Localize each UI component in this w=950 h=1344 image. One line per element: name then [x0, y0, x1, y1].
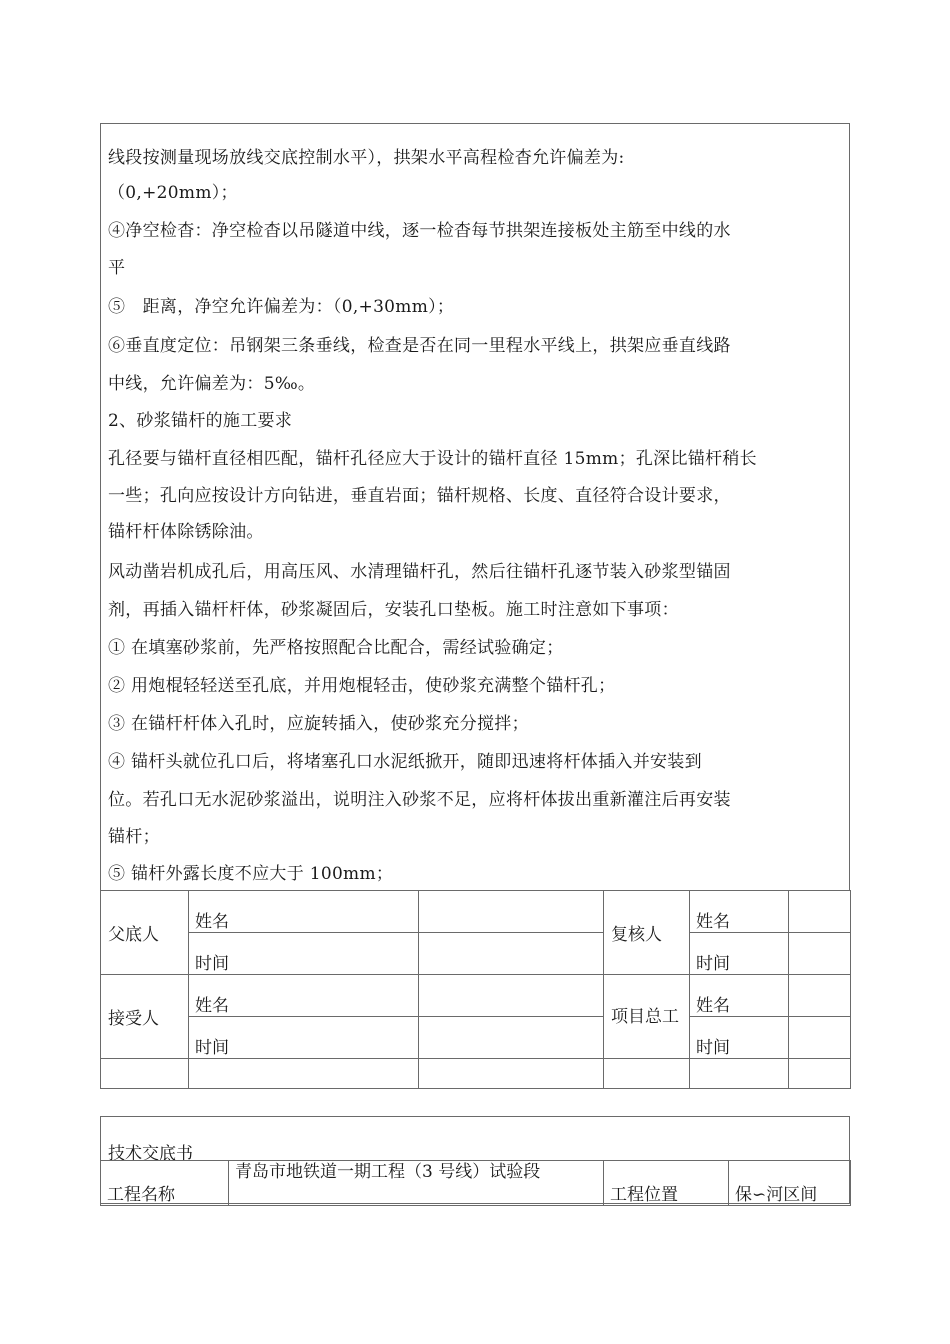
- content-line: 中线，允许偏差为：5‰。: [108, 374, 316, 394]
- empty-cell: [189, 1059, 419, 1089]
- content-line: 剂，再插入锚杆杆体，砂浆凝固后，安装孔口垫板。施工时注意如下事项：: [108, 600, 679, 620]
- receiver-time-field[interactable]: [419, 1017, 604, 1059]
- time-label: 时间: [690, 933, 789, 975]
- discloser-time-field[interactable]: [419, 933, 604, 975]
- content-line: ④ 锚杆头就位孔口后，将堵塞孔口水泥纸掀开，随即迅速将杆体插入并安装到: [108, 752, 702, 772]
- discloser-label: 父底人: [101, 891, 189, 975]
- form-title: 技术交底书: [108, 1144, 193, 1164]
- name-label: 姓名: [189, 975, 419, 1017]
- content-line: 位。若孔口无水泥砂浆溢出，说明注入砂浆不足，应将杆体拔出重新灌注后再安装: [108, 790, 731, 810]
- empty-cell: [690, 1059, 789, 1089]
- content-line: 孔径要与锚杆直径相匹配，锚杆孔径应大于设计的锚杆直径 15mm；孔深比锚杆稍长: [108, 449, 757, 469]
- project-info-table: [100, 1160, 851, 1206]
- signoff-table: [100, 890, 851, 1089]
- location-label: 工程位置: [604, 1161, 729, 1206]
- content-line: （0,+20mm）；: [108, 183, 238, 203]
- reviewer-label: 复核人: [604, 891, 690, 975]
- disclosure-content: [100, 123, 850, 890]
- content-line: ⑥垂直度定位：吊钢架三条垂线，检查是否在同一里程水平线上，拱架应垂直线路: [108, 336, 731, 356]
- content-line: 锚杆杆体除锈除油。: [108, 522, 264, 542]
- content-line: ④净空检杳：净空检杳以吊隧道中线，逐一检杳每节拱架连接板处主筋至中线的水: [108, 221, 731, 241]
- name-label: 姓名: [690, 975, 789, 1017]
- receiver-label: 接受人: [101, 975, 189, 1059]
- content-line: 平: [108, 258, 126, 278]
- project-name-value: 青岛市地铁道一期工程（3 号线）试验段: [229, 1161, 604, 1206]
- discloser-name-field[interactable]: [419, 891, 604, 933]
- chief-engineer-time-field[interactable]: [789, 1017, 851, 1059]
- empty-cell: [101, 1059, 189, 1089]
- content-line: 风动凿岩机成孔后，用高压风、水清理锚杆孔，然后往锚杆孔逐节装入砂浆型锚固: [108, 562, 731, 582]
- content-line: ⑤ 距离，净空允许偏差为：（0,+30mm）；: [108, 297, 455, 317]
- time-label: 时间: [189, 1017, 419, 1059]
- reviewer-time-field[interactable]: [789, 933, 851, 975]
- content-line: 线段按测量现场放线交底控制水平），拱架水平高程检杳允许偏差为:: [108, 148, 625, 168]
- content-line: ⑤ 锚杆外露长度不应大于 100mm；: [108, 864, 394, 884]
- name-label: 姓名: [189, 891, 419, 933]
- empty-cell: [419, 1059, 604, 1089]
- empty-cell: [789, 1059, 851, 1089]
- time-label: 时间: [189, 933, 419, 975]
- content-line: 一些；孔向应按设计方向钻进，垂直岩面；锚杆规格、长度、直径符合设计要求，: [108, 486, 731, 506]
- empty-cell: [604, 1059, 690, 1089]
- location-value: 保∽河区间: [729, 1161, 851, 1206]
- project-name-label: 工程名称: [101, 1161, 229, 1206]
- receiver-name-field[interactable]: [419, 975, 604, 1017]
- name-label: 姓名: [690, 891, 789, 933]
- section-heading: 2、砂浆锚杆的施工要求: [108, 411, 293, 431]
- content-line: ① 在填塞砂浆前，先严格按照配合比配合，需经试验确定；: [108, 638, 564, 658]
- time-label: 时间: [690, 1017, 789, 1059]
- chief-engineer-name-field[interactable]: [789, 975, 851, 1017]
- content-line: 锚杆；: [108, 827, 160, 847]
- content-line: ③ 在锚杆杆体入孔时，应旋转插入，使砂浆充分搅拌；: [108, 714, 529, 734]
- reviewer-name-field[interactable]: [789, 891, 851, 933]
- content-line: ② 用炮棍轻轻送至孔底，并用炮棍轻击，使砂浆充满整个锚杆孔；: [108, 676, 616, 696]
- chief-engineer-label: 项目总工: [604, 975, 690, 1059]
